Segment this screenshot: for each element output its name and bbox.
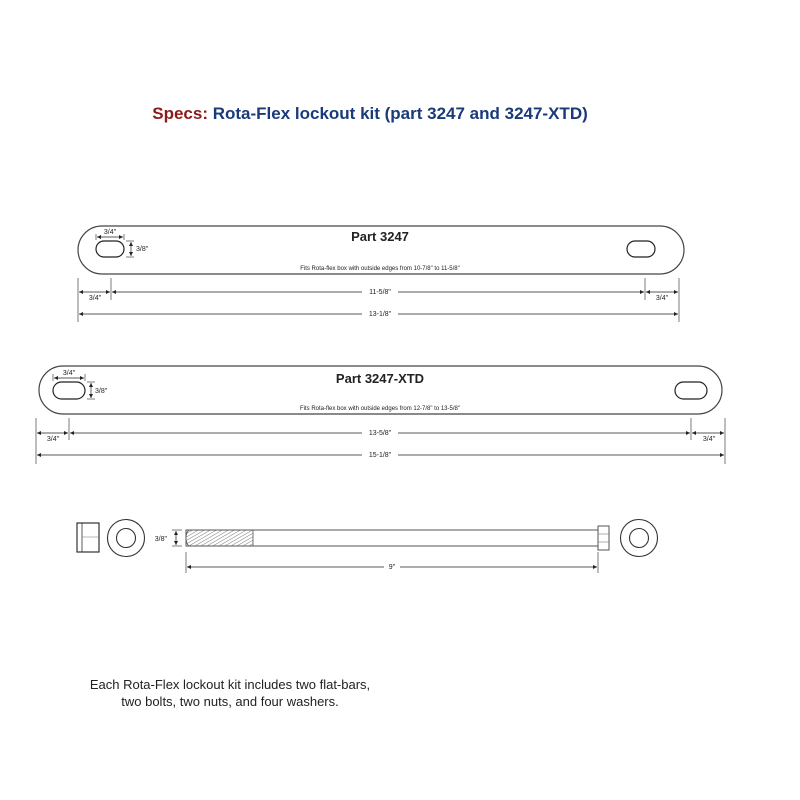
nut-icon — [77, 523, 99, 552]
end-left-label: 3/4" — [46, 436, 60, 443]
hole-span-label: 11-5/8" — [369, 289, 391, 296]
slot-left-icon — [96, 241, 124, 257]
slot-height-label: 3/8" — [136, 246, 149, 253]
hardware — [77, 520, 658, 574]
flat-bar-3247-xtd — [36, 366, 725, 464]
part-label: Part 3247-XTD — [335, 371, 425, 386]
bolt-diameter-label: 3/8" — [154, 536, 167, 543]
part-label: Part 3247 — [351, 229, 409, 244]
title-text: Rota-Flex lockout kit (part 3247 and 3247-XTD) — [212, 104, 588, 123]
kit-contents-caption — [60, 676, 400, 710]
bolt-icon — [186, 526, 609, 550]
title-prefix: Specs: — [152, 104, 208, 123]
caption-line-1: Each Rota-Flex lockout kit includes two flat-bars, — [89, 677, 371, 692]
flat-bar-3247 — [78, 226, 684, 322]
slot-right-icon — [675, 382, 707, 399]
washer-icon — [108, 520, 145, 557]
washer-icon — [621, 520, 658, 557]
slot-left-icon — [53, 382, 85, 399]
caption-line-2: two bolts, two nuts, and four washers. — [121, 694, 339, 709]
slot-width-label: 3/4" — [62, 370, 76, 377]
end-right-label: 3/4" — [702, 436, 716, 443]
hole-span-label: 13-5/8" — [368, 430, 392, 437]
fits-text: Fits Rota-flex box with outside edges from 12-7/8" to 13-5/8" — [299, 406, 461, 412]
overall-length-label: 15-1/8" — [368, 452, 392, 459]
overall-length-label: 13-1/8" — [368, 311, 392, 318]
slot-height-label: 3/8" — [95, 388, 108, 395]
bolt-length-label: 9" — [388, 564, 396, 571]
slot-width-label: 3/4" — [103, 229, 117, 236]
end-left-label: 3/4" — [88, 295, 102, 302]
slot-right-icon — [627, 241, 655, 257]
end-right-label: 3/4" — [655, 295, 669, 302]
fits-text: Fits Rota-flex box with outside edges from 10-7/8" to 11-5/8" — [300, 266, 460, 272]
